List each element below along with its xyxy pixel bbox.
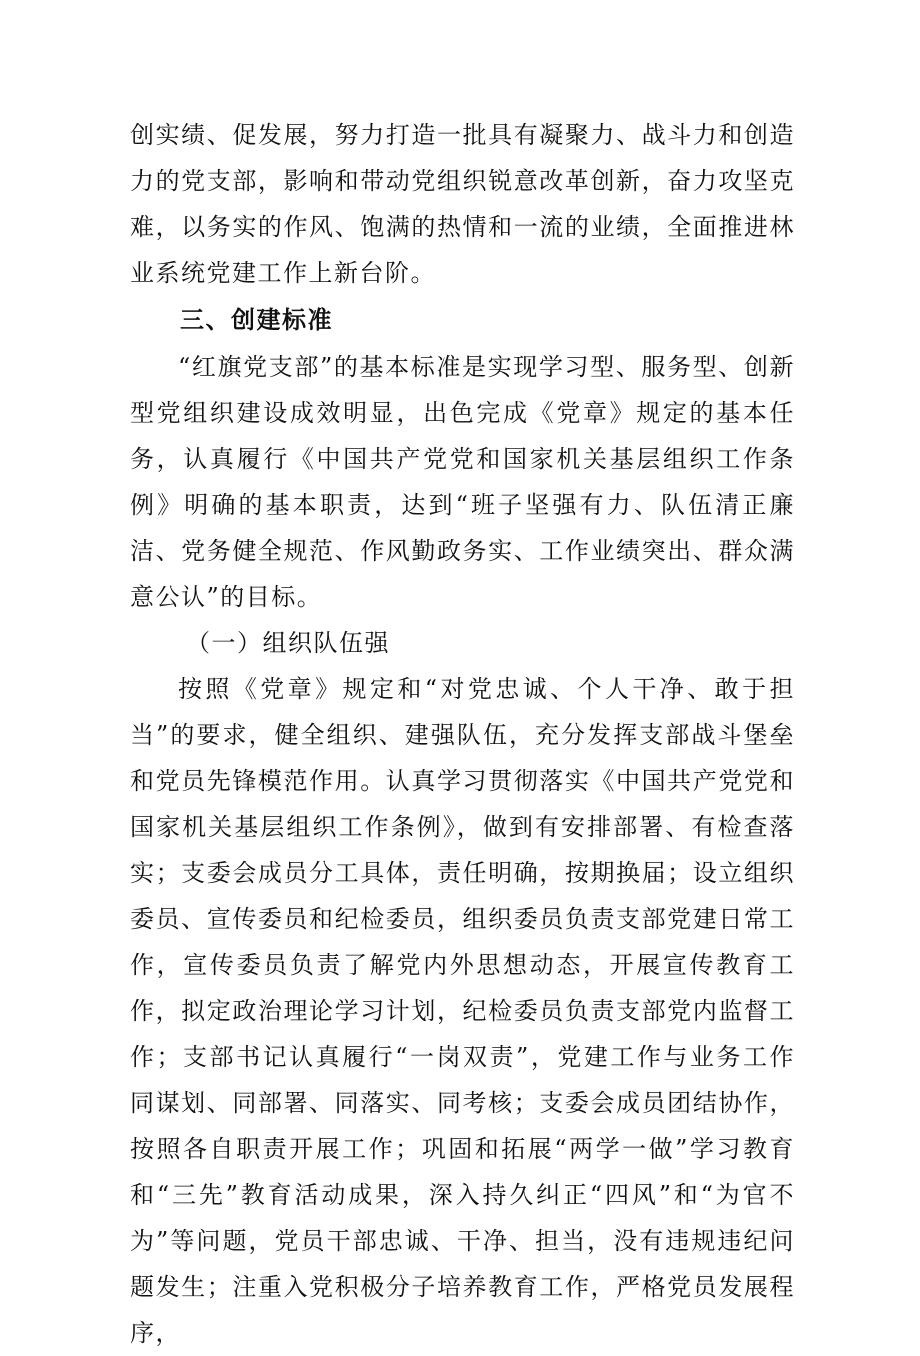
section-heading: 三、创建标准 <box>180 306 333 334</box>
standards-paragraph: “红旗党支部”的基本标准是实现学习型、服务型、创新型党组织建设成效明显，出色完成《党章》规定的基本任务，认真履行《中国共产党党和国家机关基层组织工作条例》明确的基本职责，达到“班子坚强有力、队伍清正廉洁、党务健全规范、作风勤政务实、工作业绩突出、群众满意公认”的目标。 <box>130 353 795 611</box>
intro-paragraph: 创实绩、促发展，努力打造一批具有凝聚力、战斗力和创造力的党支部，影响和带动党组织锐意改革创新，奋力攻坚克难，以务实的作风、饱满的热情和一流的业绩，全面推进林业系统党建工作上新台阶。 <box>130 121 795 287</box>
document-body <box>130 112 795 1356</box>
sub-heading: （一）组织队伍强 <box>186 629 390 657</box>
team-paragraph: 按照《党章》规定和“对党忠诚、个人干净、敢于担当”的要求，健全组织、建强队伍，充分发挥支部战斗堡垒和党员先锋模范作用。认真学习贯彻落实《中国共产党党和国家机关基层组织工作条例》，做到有安排部署、有检查落实；支委会成员分工具体，责任明确，按期换届；设立组织委员、宣传委员和纪检委员，组织委员负责支部党建日常工作，宣传委员负责了解党内外思想动态，开展宣传教育工作，拟定政治理论学习计划，纪检委员负责支部党内监督工作；支部书记认真履行“一岗双责”，党建工作与业务工作同谋划、同部署、同落实、同考核；支委会成员团结协作，按照各自职责开展工作；巩固和拓展“两学一做”学习教育和“三先”教育活动成果，深入持久纠正“四风”和“为官不为”等问题，党员干部忠诚、干净、担当，没有违规违纪问题发生；注重入党积极分子培养教育工作，严格党员发展程序， <box>130 675 795 1347</box>
